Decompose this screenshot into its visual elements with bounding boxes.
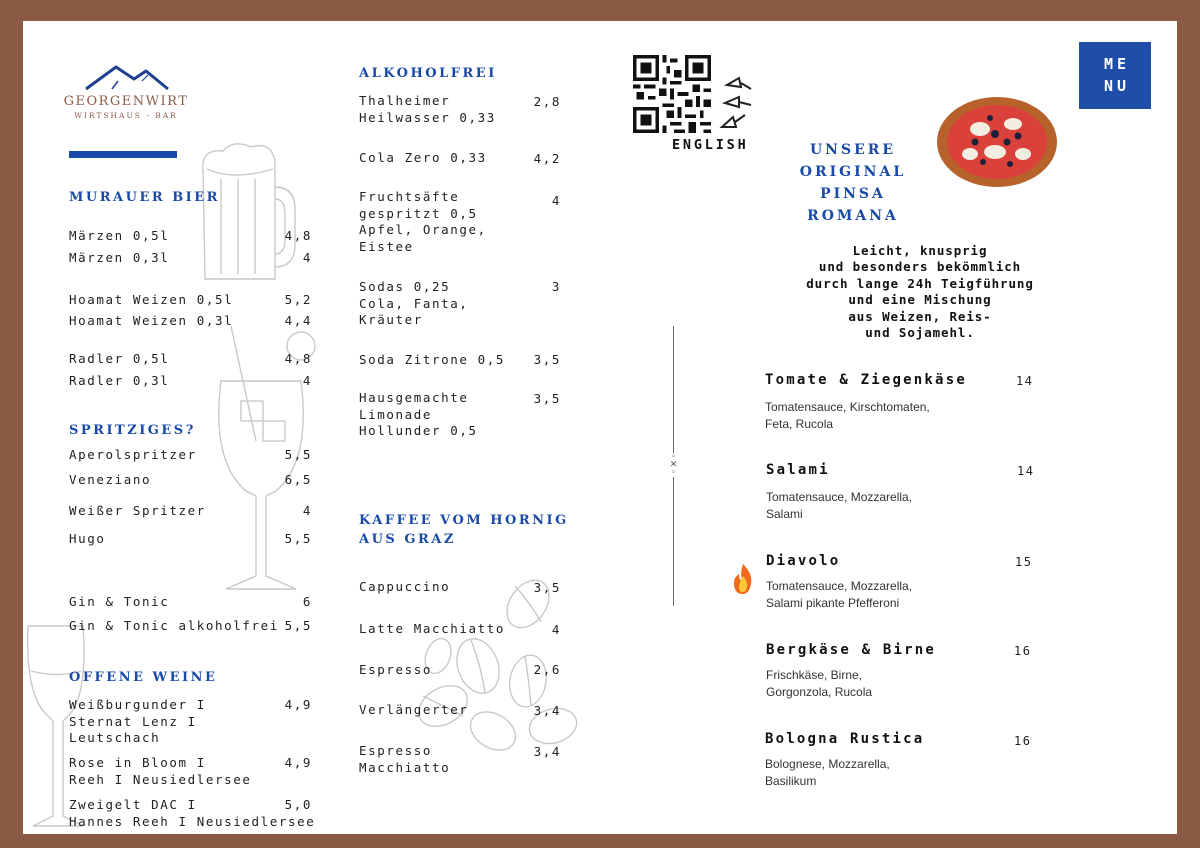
pinsa-title-line: UNSERE <box>809 142 897 158</box>
bier-item-price: 5,2 <box>284 292 312 307</box>
soft-item-price: 4,2 <box>533 151 561 166</box>
pinsa-item-name: Salami <box>766 462 830 478</box>
coffee-item-price: 3,5 <box>533 580 561 595</box>
spritz-item-price: 4 <box>302 503 312 518</box>
coffee-item-name: Verlängerter <box>359 702 469 717</box>
pinsa-item-name: Bergkäse & Birne <box>766 642 937 658</box>
coffee-item-price: 4 <box>551 622 561 637</box>
pinsa-item-desc: Bolognese, Mozzarella, Basilikum <box>765 757 890 788</box>
spritz-item-price: 6 <box>302 594 312 609</box>
bier-item-price: 4,8 <box>284 351 312 366</box>
spritz-item-name: Veneziano <box>69 472 152 487</box>
soft-item-price: 3,5 <box>533 391 561 406</box>
menu-badge <box>1079 42 1151 109</box>
bier-item-price: 4,8 <box>284 228 312 243</box>
kaffee-title-line1: KAFFEE VOM HORNIG <box>359 513 569 528</box>
spritz-item-price: 5,5 <box>284 531 312 546</box>
bier-item-name: Märzen 0,5l <box>69 228 170 243</box>
coffee-item-name: Cappuccino <box>359 579 451 594</box>
coffee-item-name: Latte Macchiatto <box>359 621 506 636</box>
spritz-item-name: Aperolspritzer <box>69 447 197 462</box>
pizza-photo-icon <box>935 94 1059 190</box>
section-title-spritziges: SPRITZIGES? <box>69 423 196 438</box>
section-title-kaffee <box>359 511 569 549</box>
spritz-item-price: 6,5 <box>284 472 312 487</box>
pinsa-title-line: ROMANA <box>807 208 899 224</box>
pinsa-item-desc: Tomatensauce, Kirschtomaten, Feta, Rucola <box>765 400 930 431</box>
bier-item-name: Märzen 0,3l <box>69 250 170 265</box>
menu-badge-line2: NU <box>1103 77 1131 95</box>
kaffee-title-line2: AUS GRAZ <box>359 532 456 547</box>
bier-item-name: Radler 0,5l <box>69 351 170 366</box>
section-title-murauer-bier: MURAUER BIER <box>69 190 220 205</box>
soft-item-price: 3,5 <box>533 352 561 367</box>
blue-divider-bar <box>69 151 177 158</box>
pinsa-item-name: Diavolo <box>766 553 841 569</box>
coffee-item-name: Espresso <box>359 662 433 677</box>
pinsa-item-price: 16 <box>1014 734 1032 748</box>
menu-badge-line1: ME <box>1103 55 1131 73</box>
spritz-item-name: Gin & Tonic <box>69 594 170 609</box>
soft-item-price: 3 <box>551 279 561 294</box>
wine-item-price: 5,0 <box>284 797 312 812</box>
pinsa-item-name: Bologna Rustica <box>765 731 925 747</box>
soft-item-name: Cola Zero 0,33 <box>359 150 487 165</box>
soft-item-name: Thalheimer Heilwasser 0,33 <box>359 93 496 125</box>
brand-logo <box>56 61 196 123</box>
pinsa-item-price: 16 <box>1014 644 1032 658</box>
soft-item-price: 4 <box>551 193 561 208</box>
bier-item-name: Radler 0,3l <box>69 373 170 388</box>
bier-item-price: 4 <box>302 373 312 388</box>
coffee-item-price: 2,6 <box>533 662 561 677</box>
pinsa-intro: Leicht, knusprig und besonders bekömmlich durch lange 24h Teigführung und eine Mischung aus Weizen, Reis- und Sojamehl. <box>806 243 1034 341</box>
bier-item-name: Hoamat Weizen 0,3l <box>69 313 234 328</box>
fire-icon <box>731 562 755 596</box>
soft-item-name: Fruchtsäfte gespritzt 0,5 Apfel, Orange, Eistee <box>359 189 487 254</box>
pinsa-item-price: 14 <box>1017 464 1035 478</box>
menu-page <box>23 21 1177 834</box>
pinsa-item-price: 14 <box>1016 374 1034 388</box>
wine-item-price: 4,9 <box>284 697 312 712</box>
coffee-item-name: Espresso Macchiatto <box>359 743 451 775</box>
section-title-offene-weine: OFFENE WEINE <box>69 670 218 685</box>
pinsa-title <box>773 139 933 227</box>
soft-item-price: 2,8 <box>533 94 561 109</box>
coffee-item-price: 3,4 <box>533 703 561 718</box>
spritz-item-name: Hugo <box>69 531 106 546</box>
brand-name: GEORGENWIRT <box>63 94 189 109</box>
pinsa-item-desc: Tomatensauce, Mozzarella, Salami pikante Pfefferoni <box>766 579 913 610</box>
soft-item-name: Hausgemachte Limonade Hollunder 0,5 <box>359 390 478 438</box>
spritz-item-name: Gin & Tonic alkoholfrei <box>69 618 279 633</box>
bier-item-price: 4 <box>302 250 312 265</box>
pinsa-item-price: 15 <box>1015 555 1033 569</box>
mountain-logo-icon <box>56 61 196 93</box>
wine-item-price: 4,9 <box>284 755 312 770</box>
soft-item-name: Sodas 0,25 Cola, Fanta, Kräuter <box>359 279 469 327</box>
bier-item-price: 4,4 <box>284 313 312 328</box>
wine-item-name: Zweigelt DAC I Hannes Reeh I Neusiedlersee <box>69 797 316 829</box>
wine-item-name: Rose in Bloom I Reeh I Neusiedlersee <box>69 755 252 787</box>
pinsa-title-line: PINSA <box>820 186 886 202</box>
english-link[interactable]: ENGLISH <box>672 137 749 153</box>
section-title-alkoholfrei: ALKOHOLFREI <box>359 66 497 81</box>
soft-item-name: Soda Zitrone 0,5 <box>359 352 506 367</box>
qr-code-icon[interactable] <box>633 55 711 133</box>
pinsa-item-desc: Frischkäse, Birne, Gorgonzola, Rucola <box>766 668 873 699</box>
wine-item-name: Weißburgunder I Sternat Lenz I Leutschach <box>69 697 206 745</box>
brand-tagline: WIRTSHAUS - BAR <box>74 111 178 120</box>
coffee-item-price: 3,4 <box>533 744 561 759</box>
pinsa-title-line: ORIGINAL <box>799 164 907 180</box>
divider-ornament-icon: ◦ ✕ ◦ <box>669 452 678 478</box>
pinsa-item-desc: Tomatensauce, Mozzarella, Salami <box>766 490 913 521</box>
spritz-item-price: 5,5 <box>284 447 312 462</box>
bier-item-name: Hoamat Weizen 0,5l <box>69 292 234 307</box>
spritz-item-price: 5,5 <box>284 618 312 633</box>
spritz-item-name: Weißer Spritzer <box>69 503 206 518</box>
pinsa-item-name: Tomate & Ziegenkäse <box>765 372 967 388</box>
pointing-arrows-icon <box>719 75 757 135</box>
